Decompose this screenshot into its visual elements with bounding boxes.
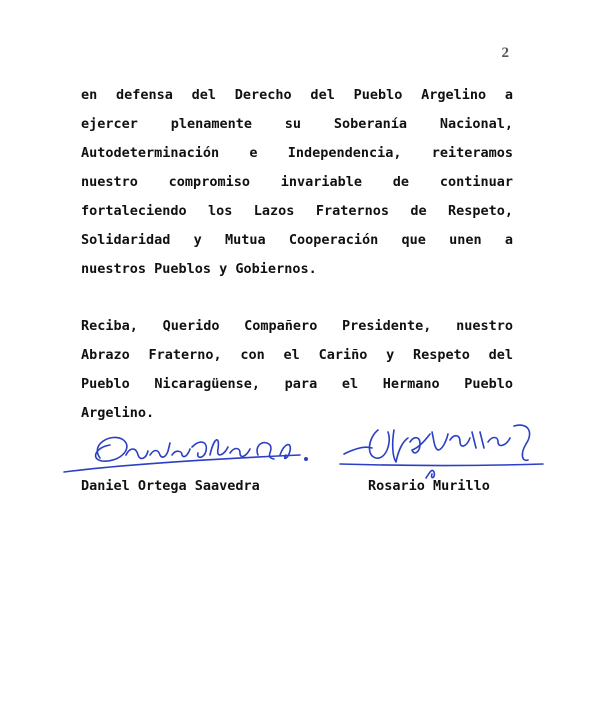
text-line: Reciba, Querido Compañero Presidente, nuestro <box>81 318 513 334</box>
paragraph-1 <box>81 81 513 284</box>
signature-rosario-murillo <box>338 412 548 482</box>
text-line: nuestros Pueblos y Gobiernos. <box>81 261 317 277</box>
paragraph-2 <box>81 312 513 428</box>
text-line: en defensa del Derecho del Pueblo Argelino a <box>81 87 513 103</box>
text-line: Argelino. <box>81 405 155 421</box>
text-line: Autodeterminación e Independencia, reiteramos <box>81 145 513 161</box>
page-number: 2 <box>501 45 509 61</box>
text-line: Pueblo Nicaragüense, para el Hermano Pueblo <box>81 376 513 392</box>
signatory-name-2: Rosario Murillo <box>368 478 490 494</box>
text-line: ejercer plenamente su Soberanía Nacional, <box>81 116 513 132</box>
signatory-name-1: Daniel Ortega Saavedra <box>81 478 260 494</box>
text-line: fortaleciendo los Lazos Fraternos de Respeto, <box>81 203 513 219</box>
text-line: Solidaridad y Mutua Cooperación que unen a <box>81 232 513 248</box>
text-line: Abrazo Fraterno, con el Cariño y Respeto del <box>81 347 513 363</box>
signature-daniel-ortega <box>60 425 320 480</box>
text-line: nuestro compromiso invariable de continuar <box>81 174 513 190</box>
